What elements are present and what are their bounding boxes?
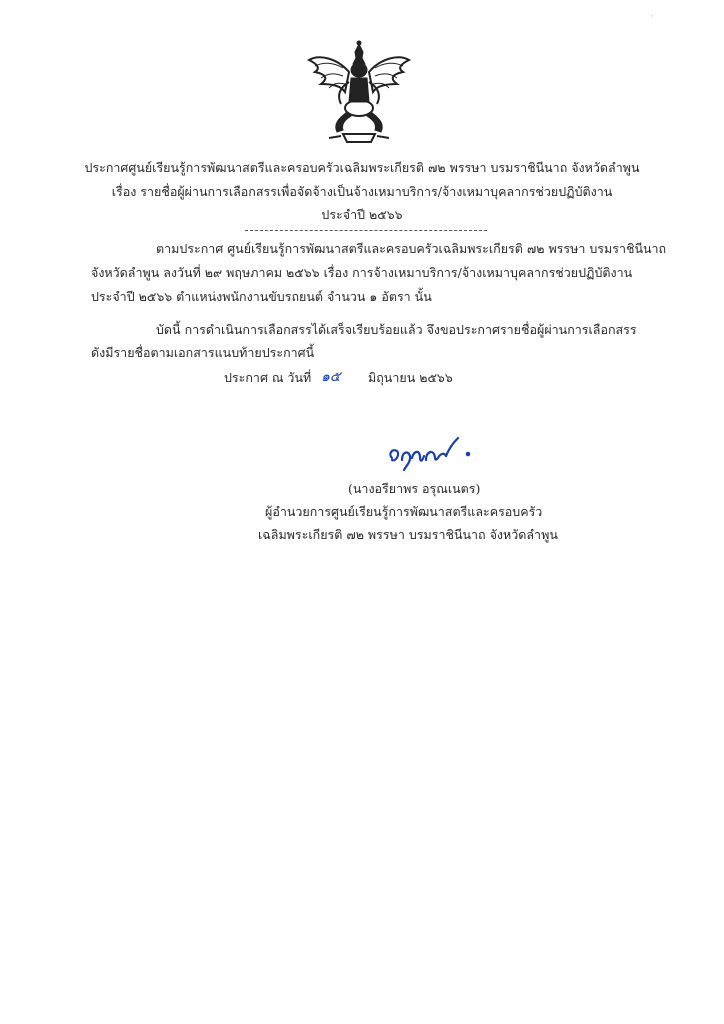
header-title: ประกาศศูนย์เรียนรู้การพัฒนาสตรีและครอบครัวเฉลิมพระเกียรติ ๗๒ พรรษา บรมราชินีนาถ จังหวัดลำพูน xyxy=(84,160,640,175)
paragraph-1-line-1: ตามประกาศ ศูนย์เรียนรู้การพัฒนาสตรีและครอบครัวเฉลิมพระเกียรติ ๗๒ พรรษา บรมราชินีนาถ xyxy=(156,241,667,256)
announce-date-prefix: ประกาศ ณ วันที่ xyxy=(224,370,312,385)
header-subject: เรื่อง รายชื่อผู้ผ่านการเลือกสรรเพื่อจัดจ้างเป็นจ้างเหมาบริการ/จ้างเหมาบุคลากรช่วยปฏิบัติงาน xyxy=(111,184,613,199)
paragraph-1-line-2: จังหวัดลำพูน ลงวันที่ ๒๙ พฤษภาคม ๒๕๖๖ เรื่อง การจ้างเหมาบริการ/จ้างเหมาบุคลากรช่วยปฏิบัติงาน xyxy=(91,265,633,280)
announce-day: ๑๕ xyxy=(321,370,341,385)
signatory-title-1: ผู้อำนวยการศูนย์เรียนรู้การพัฒนาสตรีและครอบครัว xyxy=(265,504,543,519)
separator-rule xyxy=(245,230,487,231)
signatory-title-2: เฉลิมพระเกียรติ ๗๒ พรรษา บรมราชินีนาถ จังหวัดลำพูน xyxy=(258,527,558,542)
scan-mark: · xyxy=(651,12,654,22)
garuda-emblem-icon xyxy=(303,38,415,148)
header-year: ประจำปี ๒๕๖๖ xyxy=(321,207,403,222)
paragraph-1-line-3: ประจำปี ๒๕๖๖ ตำแหน่งพนักงานขับรถยนต์ จำนวน ๑ อัตรา นั้น xyxy=(91,289,432,304)
paragraph-2-line-2: ดังมีรายชื่อตามเอกสารแนบท้ายประกาศนี้ xyxy=(91,345,315,360)
announce-month-year: มิถุนายน ๒๕๖๖ xyxy=(368,370,453,385)
paragraph-2-line-1: บัดนี้ การดำเนินการเลือกสรรได้เสร็จเรียบร้อยแล้ว จึงขอประกาศรายชื่อผู้ผ่านการเลือกสรร xyxy=(156,322,637,337)
signature-image xyxy=(384,432,474,476)
signatory-name: (นางอรียาพร อรุณเนตร) xyxy=(348,481,481,496)
